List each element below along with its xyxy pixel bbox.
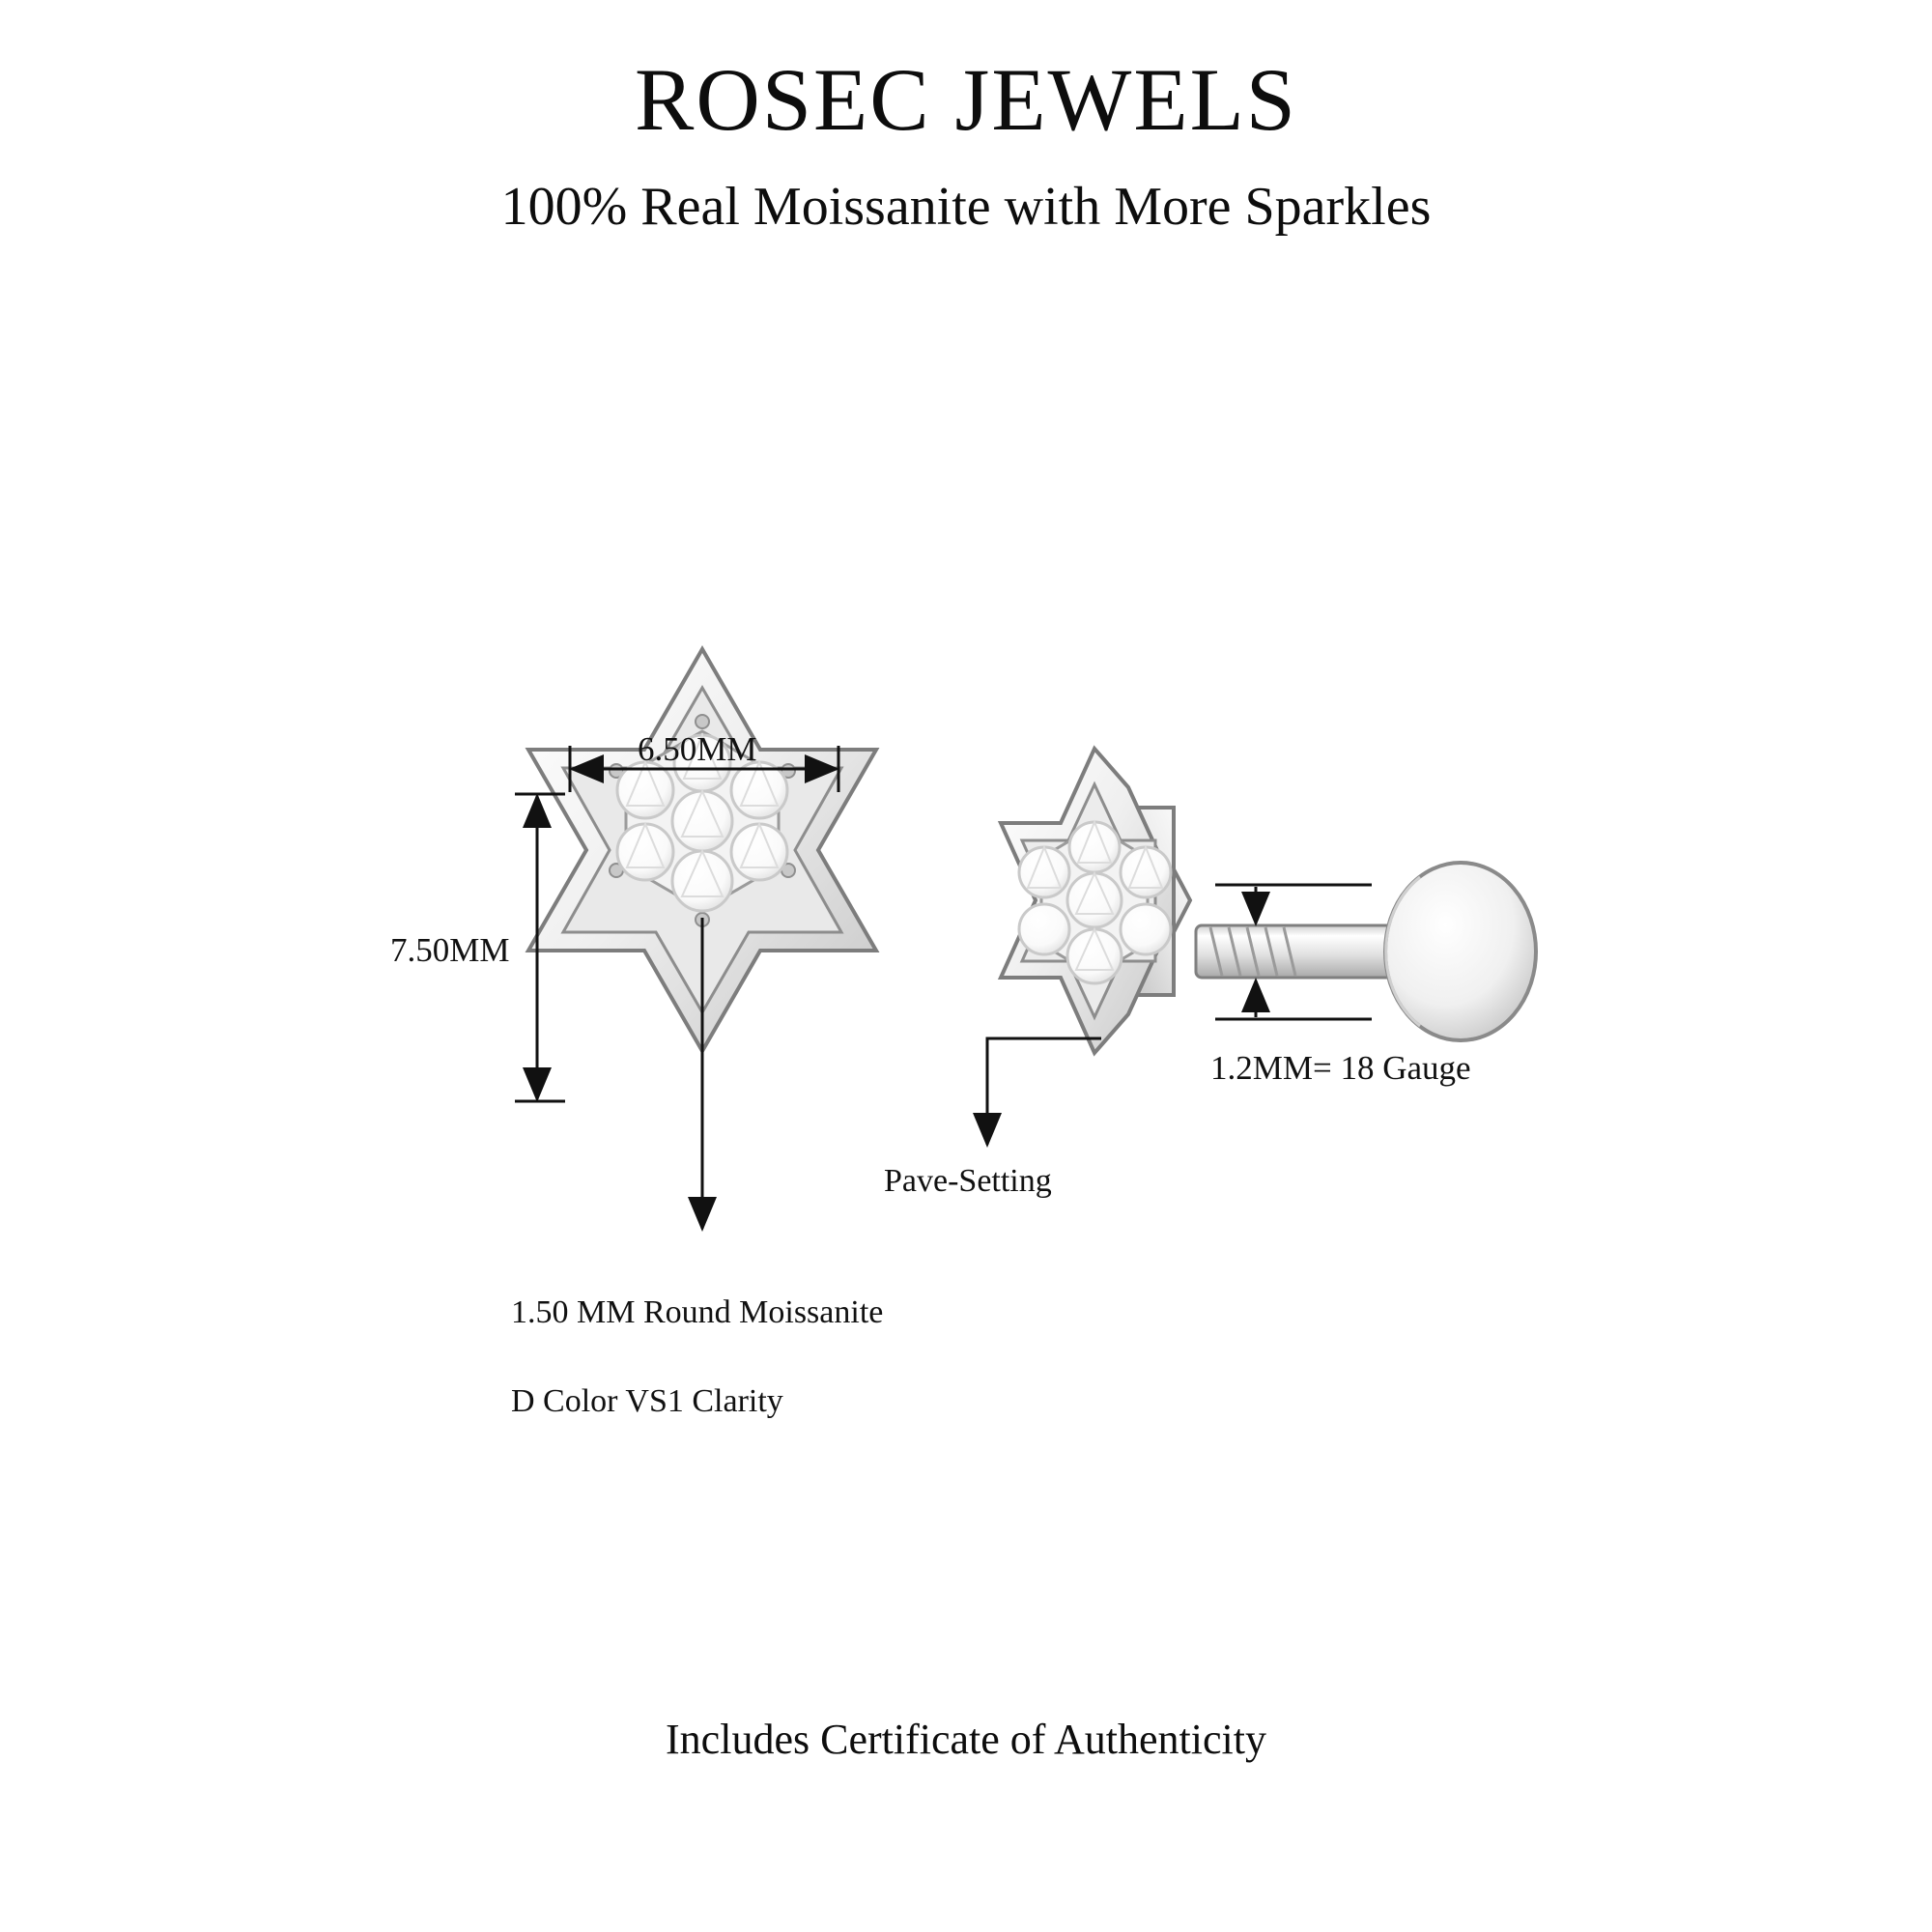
- label-stone-line1: 1.50 MM Round Moissanite: [511, 1293, 884, 1330]
- screw-back-post: [1196, 863, 1536, 1040]
- certificate-note: Includes Certificate of Authenticity: [666, 1716, 1266, 1763]
- label-pave-setting: Pave-Setting: [884, 1163, 1052, 1199]
- side-view-star-stud: [1001, 749, 1190, 1053]
- leader-pave-setting: [987, 1038, 1101, 1145]
- label-stone-line2: D Color VS1 Clarity: [511, 1382, 783, 1419]
- label-height: 7.50MM: [390, 931, 510, 969]
- label-gauge: 1.2MM= 18 Gauge: [1210, 1049, 1471, 1087]
- page-subtitle: 100% Real Moissanite with More Sparkles: [500, 177, 1432, 237]
- label-stone-spec: [478, 1246, 883, 1467]
- page-title: ROSEC JEWELS: [635, 50, 1297, 149]
- label-width: 6.50MM: [638, 730, 757, 768]
